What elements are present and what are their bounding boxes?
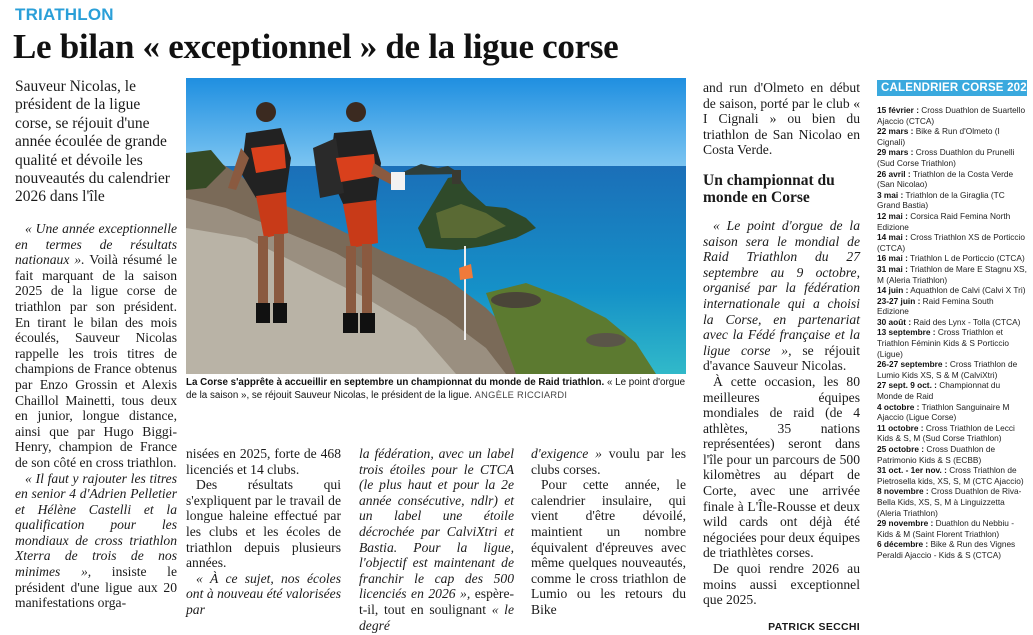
calendar-event: [877, 147, 1027, 168]
calendar-event: [877, 317, 1027, 328]
article-photo: [186, 78, 686, 374]
photo-caption: La Corse s'apprête à accueillir en septembre un championnat du monde de Raid triathlon. « Le point d'orgue de la saison », se réjouit Sauveur Nicolas, le président de la ligue. ANGÈLE RICCIARDI: [186, 377, 686, 402]
paragraph: « Une année exceptionnelle en termes de résultats nationaux ». Voilà résumé le fait marquant de la saison 2025 de la ligue corse de triathlon par son président. En tirant le bilan des mois écoulés, Sauveur Nicolas rappelle les trois titres de champions de France obtenus par Enzo Grossin et Alexis Chaillol Mainetti, tous deux en junior, longue distance, ainsi que par Hugo Biggi-Henry, champion de France de son côté en cross triathlon.: [15, 221, 177, 470]
calendar-event-text: Cross Triathlon et Triathlon Féminin Kids & S Porticcio (Ligue): [877, 327, 1010, 359]
calendar-event-date: 11 octobre :: [877, 422, 924, 433]
calendar-event-date: 31 oct. - 1er nov. :: [877, 465, 947, 476]
calendar-event-date: 4 octobre :: [877, 401, 920, 412]
calendar-event: [877, 285, 1027, 296]
calendar-event-date: 29 mars :: [877, 147, 914, 158]
author-byline: PATRICK SECCHI: [768, 620, 860, 633]
calendar-event-date: 25 octobre :: [877, 444, 925, 454]
calendar-event: [877, 232, 1027, 253]
calendar-event: [877, 518, 1027, 539]
calendar-event-date: 14 mai :: [877, 232, 908, 243]
paragraph: De quoi rendre 2026 au moins aussi exceptionnel que 2025.: [703, 561, 860, 608]
calendar-event-text: Cross Duathlon de Riva-Bella Kids, XS, S, M à Linguizzetta (Aleria Triathlon): [877, 486, 1022, 518]
calendar-event-date: 6 décembre :: [877, 539, 929, 550]
calendar-event-text: Raid Femina South Edizione: [877, 295, 994, 317]
calendar-event-date: 22 mars :: [877, 126, 914, 137]
calendar-event: [877, 296, 1027, 317]
calendar-event: [877, 465, 1027, 486]
article-column-1: [15, 221, 177, 611]
calendar-sidebar: [877, 80, 1033, 561]
calendar-event: [877, 380, 1027, 401]
calendar-event-date: 16 mai :: [877, 253, 908, 264]
calendar-event: [877, 423, 1027, 444]
calendar-event-date: 30 août :: [877, 316, 912, 327]
calendar-event-date: 23-27 juin :: [877, 295, 921, 306]
article-column-5: [703, 80, 860, 635]
calendar-event: [877, 327, 1027, 359]
calendar-event: [877, 169, 1027, 190]
calendar-event-text: Corsica Raid Femina North Edizione: [877, 210, 1011, 232]
paragraph: « Le point d'orgue de la saison sera le mondial de Raid Triathlon du 27 septembre au 9 octobre, organisé par la fédération internationale qui a choisi la Corse, en partenariat avec la Fédé française et la ligue corse », se réjouit d'avance Sauveur Nicolas.: [703, 217, 861, 374]
calendar-event-text: Cross Duathlon de Patrimonio Kids & S (ECBB): [877, 444, 996, 465]
calendar-event-text: Cross Duathlon de Suartello Ajaccio (CTCA): [877, 105, 1026, 126]
calendar-event: [877, 359, 1027, 380]
calendar-event-text: Duathlon du Nebbiu - Kids & M (Saint Florent Triathlon): [877, 518, 1014, 539]
article-column-3: [359, 446, 514, 633]
calendar-event-date: 13 septembre :: [877, 327, 936, 338]
calendar-event-text: Cross Triathlon de Lumio Kids XS, S & M (CalviXtri): [877, 359, 1018, 380]
paragraph: À cette occasion, les 80 meilleures équipes mondiales de raid (de 4 athlètes, 35 nations représentées) seront dans l'île pour un parcours de 500 kilomètres au départ de Corte, avec une arrivée finale à L'Île-Rousse et deux wild cards ont déjà été négociées pour deux équipes de triathlètes corses.: [703, 373, 860, 561]
article-subhead: Un championnat du monde en Corse: [703, 171, 835, 206]
calendar-event-text: Cross Triathlon de Pietrosella kids, XS, S, M (CTC Ajaccio): [877, 465, 1024, 486]
calendar-event-text: Triathlon de Mare E Stagnu XS, M (Aleria Triathlon): [877, 263, 1027, 285]
calendar-event-text: Cross Duathlon du Prunelli (Sud Corse Triathlon): [877, 147, 1015, 168]
paragraph: Des résultats qui s'expliquent par le travail de longue haleine effectué par les clubs et les écoles de triathlon depuis plusieurs années.: [186, 477, 341, 571]
calendar-event: [877, 190, 1027, 211]
calendar-event: [877, 402, 1027, 423]
paragraph: « À ce sujet, nos écoles ont à nouveau été valorisées par: [186, 570, 341, 617]
article-lede: Sauveur Nicolas, le président de la ligue corse, se réjouit d'une année écoulée de grande qualité et dévoile les nouveautés du calendrier 2026 dans l'île: [15, 78, 170, 206]
calendar-event: [877, 539, 1027, 560]
calendar-event-date: 31 mai :: [877, 263, 908, 274]
calendar-event-text: Triathlon Sanguinaire M Ajaccio (Ligue Corse): [877, 401, 1010, 423]
calendar-event-text: Raid des Lynx - Tolla (CTCA): [911, 316, 1021, 327]
calendar-event-date: 14 juin :: [877, 285, 909, 296]
calendar-event: [877, 486, 1027, 518]
photo-credit: ANGÈLE RICCIARDI: [474, 390, 568, 401]
calendar-event-text: Triathlon de la Costa Verde (San Nicolao): [877, 168, 1014, 190]
paragraph: Pour cette année, le calendrier insulaire, qui vient d'être dévoilé, maintient un nombre équivalent d'épreuves avec même quelques nouveautés, comme le cross triathlon de Lumio ou les retours du Bike: [531, 477, 686, 617]
calendar-event: [877, 444, 1027, 465]
calendar-event-text: Bike & Run des Vignes Peraldi Ajaccio - Kids & S (CTCA): [877, 539, 1016, 560]
calendar-event-date: 12 mai :: [877, 210, 908, 221]
paragraph: « Il faut y rajouter les titres en senior 4 d'Adrien Pelletier et Hélène Castelli et la qualification pour les mondiaux de cross triathlon Xterra de trois de nos minimes », insiste le président d'une ligue aux 20 manifestations orga-: [15, 470, 177, 611]
calendar-event-text: Cross Triathlon de Lecci Kids & S, M (Sud Corse Triathlon): [877, 422, 1015, 444]
paragraph: and run d'Olmeto en début de saison, porté par le club « I Cignali » ou bien du triathlon de San Nicolao en Costa Verde.: [703, 80, 860, 158]
calendar-event: [877, 253, 1027, 264]
calendar-event-date: 27 sept. 9 oct. :: [877, 380, 937, 391]
calendar-event-text: Cross Triathlon XS de Porticcio (CTCA): [877, 232, 1026, 253]
paragraph: d'exigence » voulu par les clubs corses.: [531, 446, 686, 477]
article-column-4: [531, 446, 686, 618]
calendar-event-text: Triathlon L de Porticcio (CTCA): [907, 253, 1025, 264]
calendar-event-text: Aquathlon de Calvi (Calvi X Tri): [908, 285, 1026, 296]
calendar-list: [877, 105, 1027, 561]
headline: Le bilan « exceptionnel » de la ligue corse: [13, 27, 619, 66]
calendar-event-text: Championnat du Monde de Raid: [877, 380, 1001, 402]
calendar-event: [877, 126, 1027, 147]
calendar-title: CALENDRIER CORSE 2026: [877, 80, 1027, 96]
calendar-event-text: Triathlon de la Giraglia (TC Grand Bastia): [877, 189, 1005, 211]
calendar-event-date: 8 novembre :: [877, 486, 929, 497]
calendar-event-date: 3 mai :: [877, 189, 904, 200]
article-column-2: [186, 446, 341, 618]
paragraph: nisées en 2025, forte de 468 licenciés et 14 clubs.: [186, 446, 341, 477]
calendar-event-date: 26 avril :: [877, 168, 911, 179]
section-kicker: TRIATHLON: [15, 5, 114, 24]
calendar-event-date: 29 novembre :: [877, 518, 934, 529]
paragraph: la fédération, avec un label trois étoiles pour le CTCA (le plus haut et pour la 2e année consécutive, ndlr) et un label une étoile décrochée par CalviXtri et Bastia. Pour la ligue, l'objectif est maintenant de franchir le cap des 500 licenciés en 2026 », espère-t-il, tout en soulignant « le degré: [359, 446, 515, 633]
calendar-event: [877, 264, 1027, 285]
calendar-event-text: Bike & Run d'Olmeto (I Cignali): [877, 126, 1000, 147]
calendar-event: [877, 105, 1027, 126]
calendar-event-date: 15 février :: [877, 105, 919, 115]
calendar-event-date: 26-27 septembre :: [877, 359, 948, 370]
calendar-event: [877, 211, 1027, 232]
